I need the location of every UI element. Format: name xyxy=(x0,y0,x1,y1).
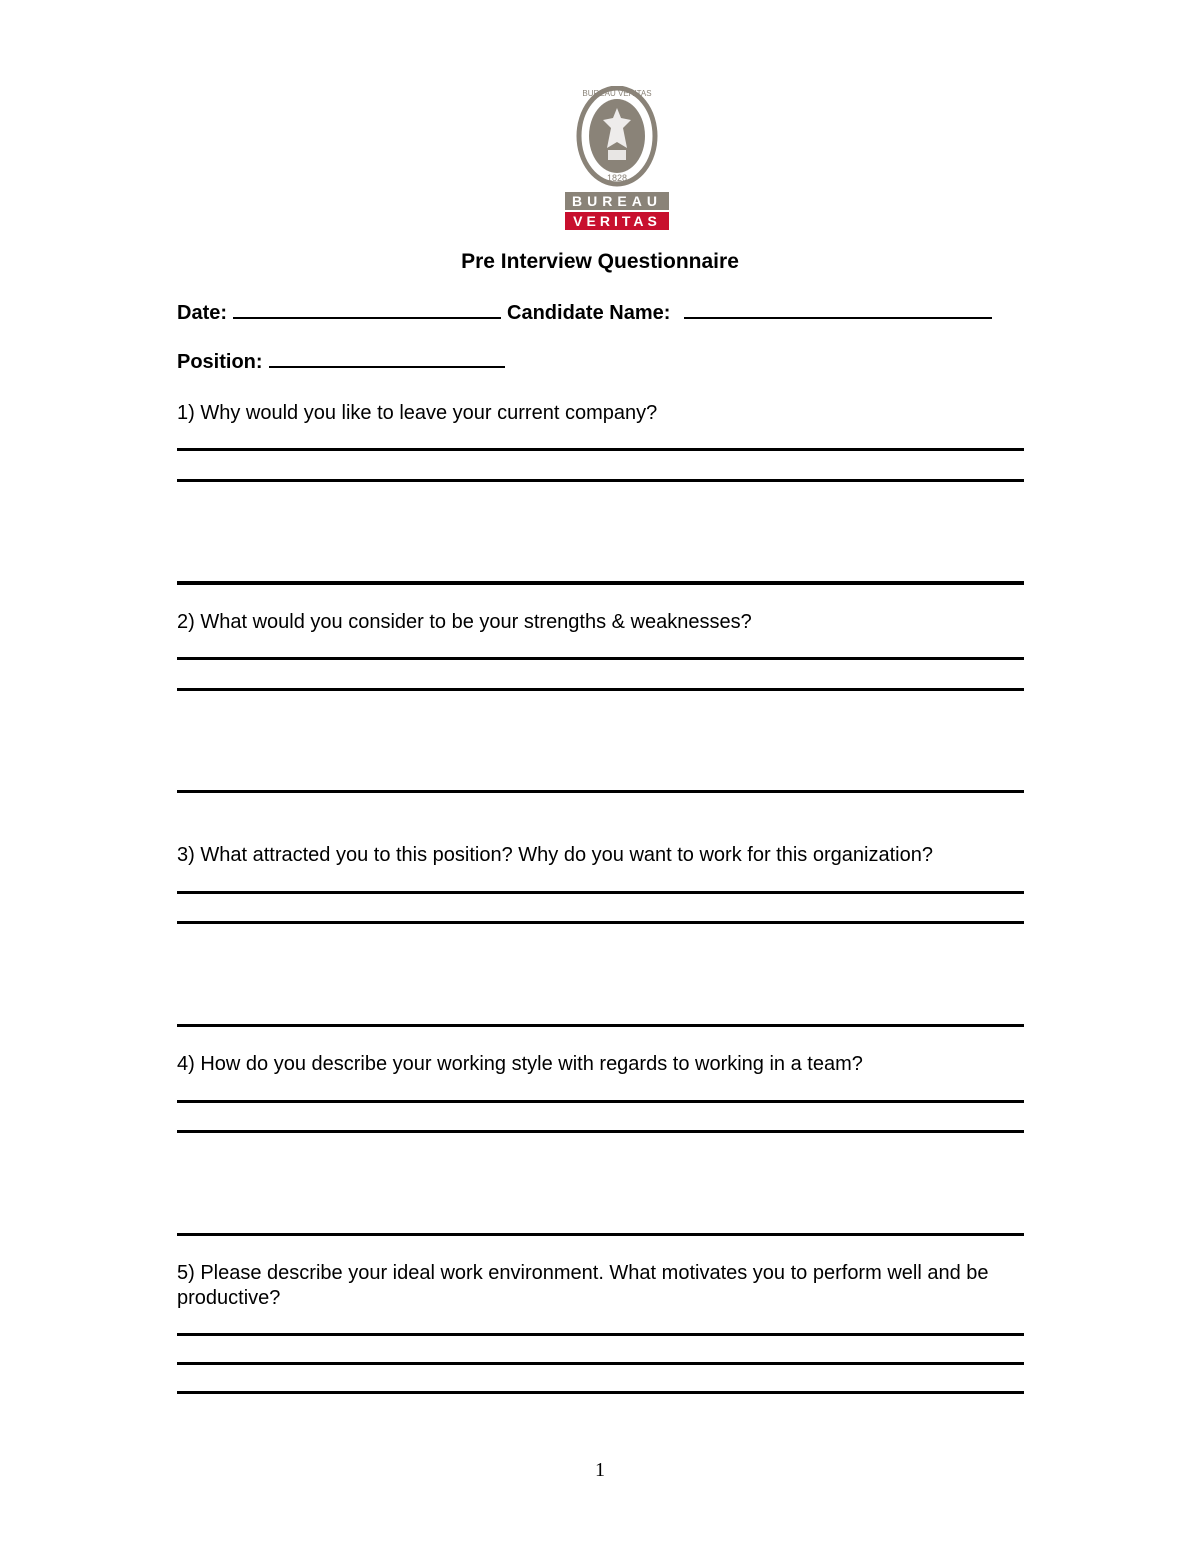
answer-line[interactable] xyxy=(177,1024,1024,1027)
seal-text: BUREAU VERITAS xyxy=(582,89,652,98)
question-1: 1) Why would you like to leave your current company? xyxy=(177,402,658,424)
candidate-name-field[interactable] xyxy=(684,303,992,319)
bureau-veritas-logo xyxy=(561,86,673,232)
date-field[interactable] xyxy=(233,303,501,319)
answer-line[interactable] xyxy=(177,1391,1024,1394)
answer-line[interactable] xyxy=(177,891,1024,894)
question-5: 5) Please describe your ideal work environment. What motivates you to perform well and be productive? xyxy=(177,1262,989,1309)
page-title: Pre Interview Questionnaire xyxy=(461,250,739,273)
answer-line[interactable] xyxy=(177,1333,1024,1336)
question-4: 4) How do you describe your working style with regards to working in a team? xyxy=(177,1053,863,1075)
answer-line[interactable] xyxy=(177,921,1024,924)
page-number: 1 xyxy=(595,1459,605,1481)
answer-line[interactable] xyxy=(177,1100,1024,1103)
position-label: Position: xyxy=(177,351,263,373)
question-2: 2) What would you consider to be your strengths & weaknesses? xyxy=(177,611,752,633)
answer-line[interactable] xyxy=(177,1130,1024,1133)
header-fields-row xyxy=(177,302,998,325)
answer-line[interactable] xyxy=(177,479,1024,482)
question-3: 3) What attracted you to this position? Why do you want to work for this organization? xyxy=(177,844,933,866)
bureau-word: BUREAU xyxy=(572,193,662,209)
answer-line[interactable] xyxy=(177,1233,1024,1236)
answer-line[interactable] xyxy=(177,1362,1024,1365)
answer-line[interactable] xyxy=(177,657,1024,660)
position-field[interactable] xyxy=(269,352,505,368)
seal-icon xyxy=(579,88,655,184)
position-row xyxy=(177,351,511,374)
answer-line[interactable] xyxy=(177,448,1024,451)
candidate-name-label: Candidate Name: xyxy=(507,302,671,324)
answer-line[interactable] xyxy=(177,688,1024,691)
date-label: Date: xyxy=(177,302,228,324)
veritas-word: VERITAS xyxy=(573,213,661,229)
answer-line[interactable] xyxy=(177,790,1024,793)
seal-year: 1828 xyxy=(606,173,628,183)
answer-line[interactable] xyxy=(177,581,1024,585)
